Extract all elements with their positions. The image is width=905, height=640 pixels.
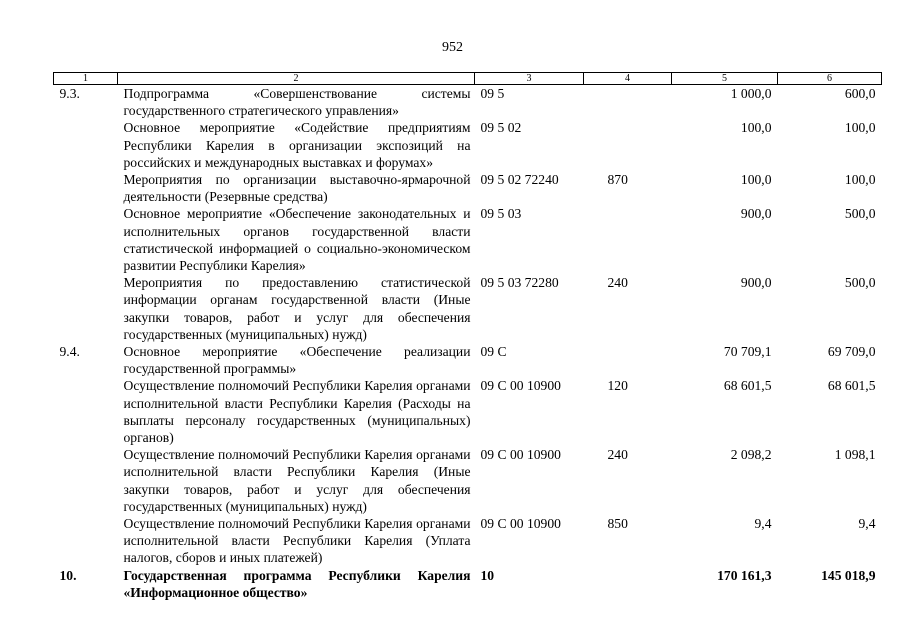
- row-number: 10.: [59, 567, 77, 583]
- row-name: Осуществление полномочий Республики Карелия органами исполнительной власти Республики Карелия (Расходы на выплаты персоналу государственных (муниципальных) органов): [123, 378, 471, 446]
- page-number: 952: [442, 40, 463, 55]
- row-expense-type: 120: [607, 378, 628, 394]
- row-name: Основное мероприятие «Обеспечение реализации государственной программы»: [123, 344, 471, 377]
- row-number: [54, 205, 118, 274]
- row-expense-type: [584, 205, 672, 274]
- row-number: [54, 377, 118, 446]
- row-code: 09 5 02 72240: [480, 172, 559, 188]
- row-number: [54, 446, 118, 515]
- row-amount-2: 1 098,1: [834, 447, 876, 463]
- row-number: [54, 515, 118, 567]
- table-row: [54, 205, 882, 274]
- row-expense-type: [584, 567, 672, 601]
- row-expense-type: 240: [607, 275, 628, 291]
- row-name: Основное мероприятие «Содействие предприятиям Республики Карелия в организации экспозиций на российских и международных выставках и форумах»: [123, 120, 471, 170]
- table-row: [54, 171, 882, 205]
- row-code: 09 5: [480, 86, 505, 101]
- row-amount-1: 1 000,0: [730, 86, 772, 101]
- row-expense-type: 240: [607, 447, 628, 463]
- row-amount-1: 68 601,5: [723, 378, 772, 394]
- row-name: Осуществление полномочий Республики Карелия органами исполнительной власти Республики Карелия (Иные закупки товаров, работ и услуг для обеспечения государственных (муниципальных) нужд): [123, 447, 471, 514]
- table-row: [54, 343, 882, 377]
- row-code: 09 С 00 10900: [480, 378, 561, 394]
- table-body: [54, 85, 882, 602]
- row-amount-1: 900,0: [740, 206, 772, 222]
- row-code: 09 5 03: [480, 206, 522, 222]
- row-name: Государственная программа Республики Карелия «Информационное общество»: [123, 567, 471, 600]
- table-row: [54, 567, 882, 601]
- row-name: Мероприятия по организации выставочно-ярмарочной деятельности (Резервные средства): [123, 172, 471, 205]
- row-number: [54, 119, 118, 171]
- row-amount-2: 145 018,9: [821, 567, 876, 583]
- row-number: 9.4.: [59, 344, 80, 360]
- row-amount-2: 500,0: [844, 206, 876, 222]
- column-header: 2: [118, 73, 475, 85]
- row-code: 09 5 03 72280: [480, 275, 559, 291]
- column-header: 3: [475, 73, 584, 85]
- row-amount-2: 9,4: [858, 516, 876, 532]
- row-number: [54, 171, 118, 205]
- table-row: [54, 515, 882, 567]
- budget-table: [53, 72, 882, 601]
- row-expense-type: 870: [607, 172, 628, 188]
- column-header: 5: [672, 73, 778, 85]
- row-code: 10: [480, 567, 495, 583]
- row-expense-type: [584, 343, 672, 377]
- row-code: 09 С: [480, 344, 507, 360]
- row-expense-type: [584, 85, 672, 120]
- row-code: 09 С 00 10900: [480, 516, 561, 532]
- row-code: 09 5 02: [480, 120, 522, 136]
- row-amount-1: 100,0: [740, 120, 772, 136]
- row-expense-type: 850: [607, 516, 628, 532]
- column-header: 4: [584, 73, 672, 85]
- row-name: Основное мероприятие «Обеспечение законодательных и исполнительных органов государственной власти статистической информацией о социально-экономическом развитии Республики Карелия»: [123, 206, 471, 274]
- row-name: Подпрограмма «Совершенствование системы государственного стратегического управления»: [123, 86, 471, 119]
- row-number: 9.3.: [59, 86, 80, 101]
- row-amount-1: 2 098,2: [730, 447, 772, 463]
- table-row: [54, 446, 882, 515]
- row-amount-1: 100,0: [740, 172, 772, 188]
- row-amount-1: 70 709,1: [723, 344, 772, 360]
- row-amount-1: 900,0: [740, 275, 772, 291]
- table-row: [54, 274, 882, 343]
- row-amount-2: 500,0: [844, 275, 876, 291]
- row-amount-2: 69 709,0: [827, 344, 876, 360]
- row-code: 09 С 00 10900: [480, 447, 561, 463]
- row-amount-2: 68 601,5: [827, 378, 876, 394]
- row-name: Мероприятия по предоставлению статистической информации органам государственной власти (Иные закупки товаров, работ и услуг для обеспечения государственных (муниципальных) нужд): [123, 275, 471, 342]
- row-amount-1: 170 161,3: [717, 567, 772, 583]
- row-expense-type: [584, 119, 672, 171]
- table-row: [54, 85, 882, 120]
- row-name: Осуществление полномочий Республики Карелия органами исполнительной власти Республики Карелия (Уплата налогов, сборов и иных платежей): [123, 516, 471, 566]
- table-row: [54, 377, 882, 446]
- column-header: 6: [778, 73, 882, 85]
- row-amount-1: 9,4: [754, 516, 772, 532]
- row-amount-2: 100,0: [844, 172, 876, 188]
- column-header: 1: [54, 73, 118, 85]
- table-header-row: [54, 73, 882, 85]
- row-amount-2: 100,0: [844, 120, 876, 136]
- table-row: [54, 119, 882, 171]
- row-number: [54, 274, 118, 343]
- row-amount-2: 600,0: [844, 86, 876, 101]
